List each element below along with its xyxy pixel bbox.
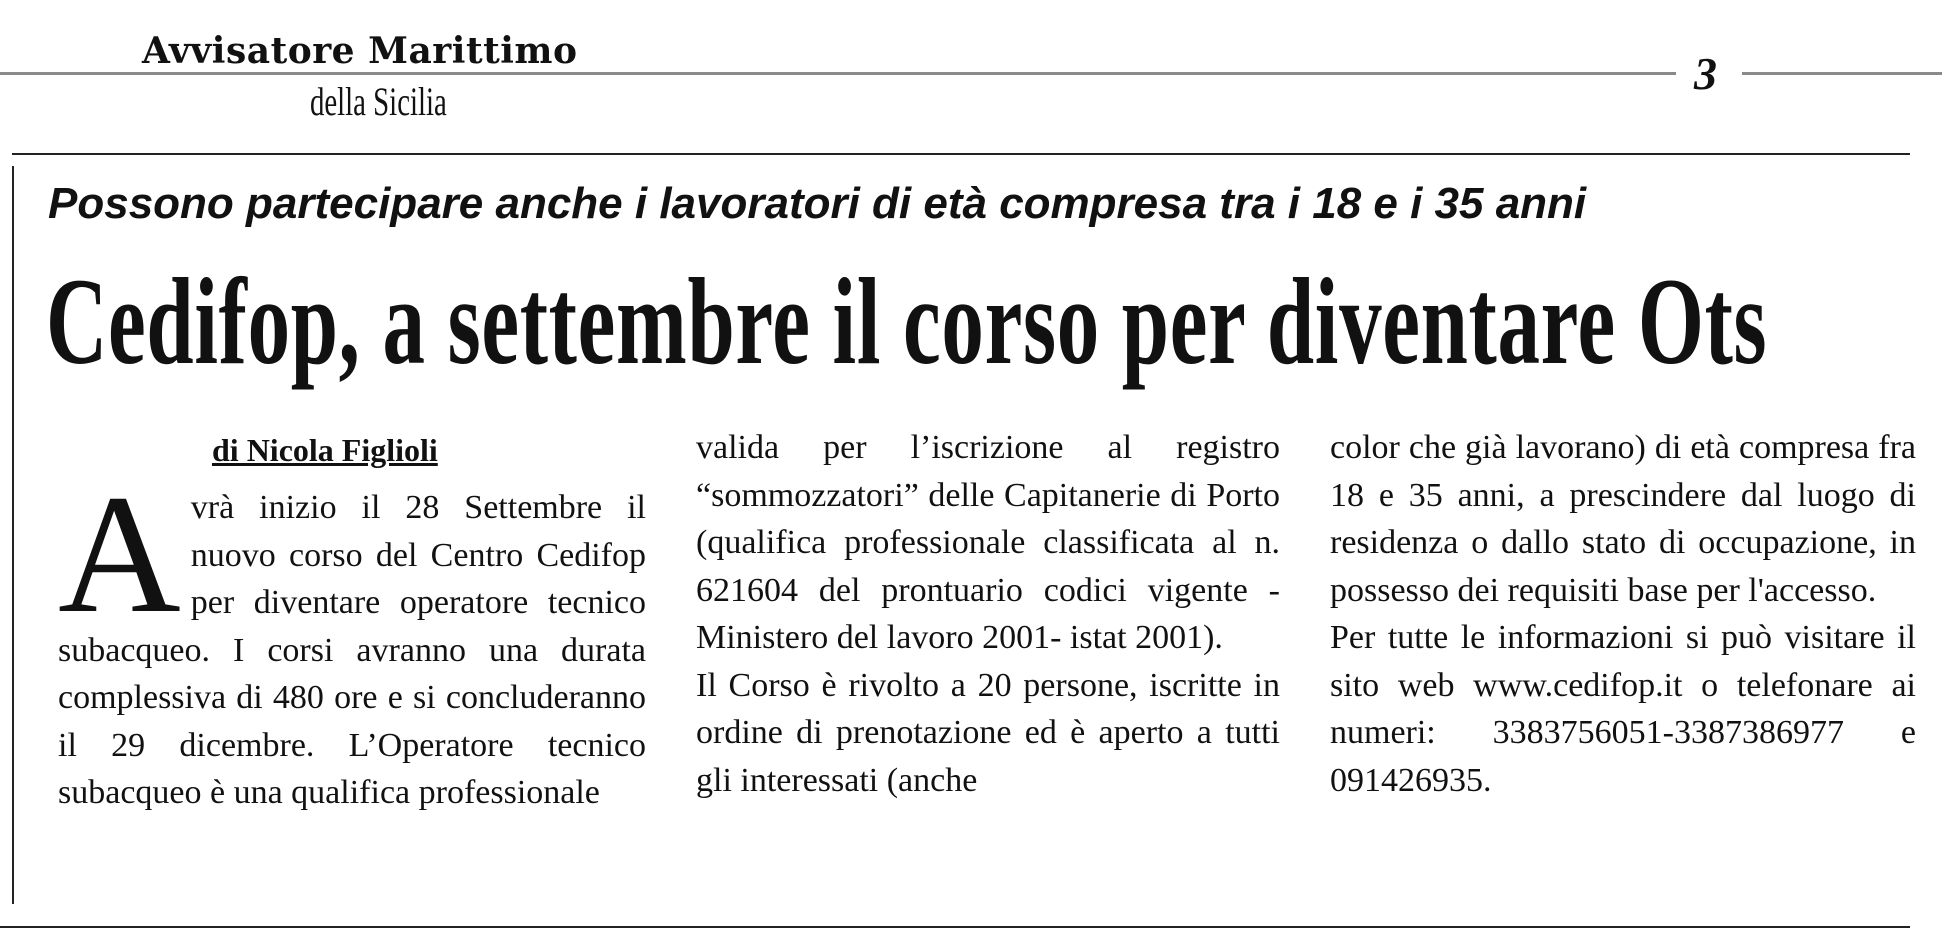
column-2-paragraph-2: Il Corso è rivolto a 20 persone, iscritte in ordine di prenotazione ed è aperto a tutti gli interessati (anche — [696, 666, 1280, 799]
header-rule-right — [1742, 72, 1942, 75]
page-number: 3 — [1694, 48, 1717, 99]
column-2-paragraph-1: valida per l’iscrizione al registro “sommozzatori” delle Capitanerie di Porto (qualifica professionale classificata al n. 621604 del prontuario codici vigente - Ministero del lavoro 2001- istat 2001). — [696, 429, 1280, 656]
header-rule — [0, 72, 1676, 75]
article-headline: Cedifop, a settembre il corso per diventare Ots — [46, 253, 1768, 390]
column-1-paragraph: vrà inizio il 28 Settembre il nuovo corso del Centro Cedifop per diventare operatore tecnico subacqueo. I corsi avranno una durata complessiva di 480 ore e si concluderanno il 29 dicembre. L’Operatore tecnico subacqueo è una qualifica professionale — [58, 489, 646, 811]
drop-cap: A — [58, 460, 181, 648]
column-3-paragraph-1: color che già lavorano) di età compresa fra 18 e 35 anni, a prescindere dal luogo di residenza o dallo stato di occupazione, in possesso dei requisiti base per l'accesso. — [1330, 429, 1916, 609]
article-kicker: Possono partecipare anche i lavoratori di età compresa tra i 18 e i 35 anni — [48, 179, 1587, 228]
article-column-2 — [696, 424, 1280, 804]
masthead-title: Avvisatore Marittimo — [142, 30, 578, 72]
article-top-border — [12, 153, 1910, 155]
article-column-1 — [58, 460, 646, 817]
article-column-3 — [1330, 424, 1916, 804]
article-left-border — [12, 166, 14, 904]
bottom-rule — [0, 926, 1910, 928]
article-byline: di Nicola Figlioli — [212, 432, 438, 468]
column-3-paragraph-2: Per tutte le informazioni si può visitare il sito web www.cedifop.it o telefonare ai numeri: 3383756051-3387386977 e 091426935. — [1330, 619, 1916, 799]
masthead-subtitle: della Sicilia — [310, 79, 447, 124]
